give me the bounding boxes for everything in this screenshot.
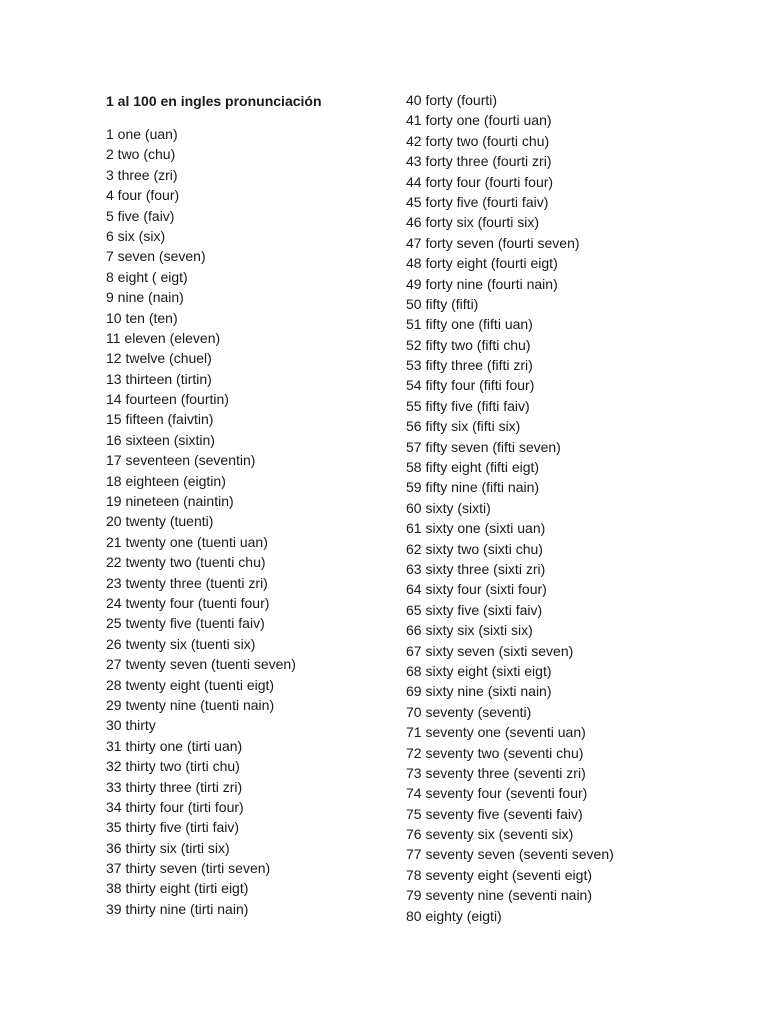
number-entry: 69 sixty nine (sixti nain) xyxy=(406,683,552,700)
number-entry: 40 forty (fourti) xyxy=(406,92,498,108)
number-entry: 56 fifty six (fifti six) xyxy=(406,418,521,435)
number-entry: 72 seventy two (seventi chu) xyxy=(406,744,584,761)
number-entry: 57 fifty seven (fifti seven) xyxy=(406,438,561,455)
number-entry: 17 seventeen (seventin) xyxy=(106,452,256,469)
number-entry: 53 fifty three (fifti zri) xyxy=(406,357,533,374)
number-entry: 65 sixty five (sixti faiv) xyxy=(406,601,543,618)
number-entry: 48 forty eight (fourti eigt) xyxy=(406,255,558,272)
number-entry: 34 thirty four (tirti four) xyxy=(106,798,244,815)
number-entry: 26 twenty six (tuenti six) xyxy=(106,635,256,652)
number-entry: 62 sixty two (sixti chu) xyxy=(406,540,543,557)
number-entry: 79 seventy nine (seventi nain) xyxy=(406,887,592,904)
number-entry: 42 forty two (fourti chu) xyxy=(406,132,550,149)
number-entry: 50 fifty (fifti) xyxy=(406,295,479,312)
number-entry: 71 seventy one (seventi uan) xyxy=(406,724,586,741)
number-entry: 4 four (four) xyxy=(106,187,180,204)
number-entry: 60 sixty (sixti) xyxy=(406,499,491,516)
number-entry: 39 thirty nine (tirti nain) xyxy=(106,900,249,917)
number-entry: 78 seventy eight (seventi eigt) xyxy=(406,866,592,883)
number-entry: 70 seventy (seventi) xyxy=(406,703,532,720)
number-entry: 25 twenty five (tuenti faiv) xyxy=(106,615,265,632)
number-entry: 14 fourteen (fourtin) xyxy=(106,391,229,408)
number-entry: 12 twelve (chuel) xyxy=(106,350,212,367)
number-entry: 21 twenty one (tuenti uan) xyxy=(106,533,268,550)
number-entry: 63 sixty three (sixti zri) xyxy=(406,560,546,577)
number-entry: 20 twenty (tuenti) xyxy=(106,513,214,530)
number-entry: 35 thirty five (tirti faiv) xyxy=(106,819,240,836)
number-entry: 59 fifty nine (fifti nain) xyxy=(406,479,540,496)
number-entry: 58 fifty eight (fifti eigt) xyxy=(406,459,540,476)
number-entry: 38 thirty eight (tirti eigt) xyxy=(106,880,249,897)
number-entry: 23 twenty three (tuenti zri) xyxy=(106,574,268,591)
number-entry: 5 five (faiv) xyxy=(106,207,175,224)
number-entry: 33 thirty three (tirti zri) xyxy=(106,778,243,795)
number-entry: 27 twenty seven (tuenti seven) xyxy=(106,656,296,673)
number-entry: 73 seventy three (seventi zri) xyxy=(406,764,586,781)
number-entry: 41 forty one (fourti uan) xyxy=(406,112,552,129)
number-entry: 15 fifteen (faivtin) xyxy=(106,411,214,428)
number-entry: 6 six (six) xyxy=(106,227,166,244)
number-entry: 64 sixty four (sixti four) xyxy=(406,581,547,598)
number-entry: 36 thirty six (tirti six) xyxy=(106,839,230,856)
number-entry: 24 twenty four (tuenti four) xyxy=(106,594,270,611)
number-entry: 31 thirty one (tirti uan) xyxy=(106,737,243,754)
number-entry: 52 fifty two (fifti chu) xyxy=(406,336,531,353)
number-entry: 66 sixty six (sixti six) xyxy=(406,622,533,639)
number-entry: 3 three (zri) xyxy=(106,166,178,183)
number-entry: 1 one (uan) xyxy=(106,126,178,142)
number-entry: 55 fifty five (fifti faiv) xyxy=(406,397,530,414)
number-entry: 61 sixty one (sixti uan) xyxy=(406,520,546,537)
number-entry: 32 thirty two (tirti chu) xyxy=(106,758,240,775)
number-entry: 10 ten (ten) xyxy=(106,309,178,326)
left-number-column xyxy=(106,124,296,919)
right-number-column xyxy=(406,90,614,926)
number-entry: 45 forty five (fourti faiv) xyxy=(406,193,549,210)
number-entry: 76 seventy six (seventi six) xyxy=(406,826,574,843)
number-entry: 37 thirty seven (tirti seven) xyxy=(106,860,271,877)
number-entry: 54 fifty four (fifti four) xyxy=(406,377,535,394)
number-entry: 28 twenty eight (tuenti eigt) xyxy=(106,676,275,693)
number-entry: 46 forty six (fourti six) xyxy=(406,214,540,231)
number-entry: 11 eleven (eleven) xyxy=(106,329,221,346)
number-entry: 43 forty three (fourti zri) xyxy=(406,153,552,170)
number-entry: 44 forty four (fourti four) xyxy=(406,173,554,190)
number-entry: 68 sixty eight (sixti eigt) xyxy=(406,662,552,679)
number-entry: 74 seventy four (seventi four) xyxy=(406,785,588,802)
number-entry: 67 sixty seven (sixti seven) xyxy=(406,642,574,659)
number-entry: 18 eighteen (eigtin) xyxy=(106,472,226,489)
number-entry: 22 twenty two (tuenti chu) xyxy=(106,554,266,571)
document-title: 1 al 100 en ingles pronunciación xyxy=(106,93,322,109)
number-entry: 47 forty seven (fourti seven) xyxy=(406,234,580,251)
number-entry: 49 forty nine (fourti nain) xyxy=(406,275,558,292)
number-entry: 75 seventy five (seventi faiv) xyxy=(406,805,583,822)
number-entry: 13 thirteen (tirtin) xyxy=(106,370,212,387)
number-entry: 80 eighty (eigti) xyxy=(406,907,502,924)
number-entry: 9 nine (nain) xyxy=(106,289,184,306)
number-entry: 30 thirty xyxy=(106,717,156,734)
number-entry: 8 eight ( eigt) xyxy=(106,268,188,285)
number-entry: 77 seventy seven (seventi seven) xyxy=(406,846,614,863)
number-entry: 2 two (chu) xyxy=(106,146,176,163)
number-entry: 29 twenty nine (tuenti nain) xyxy=(106,696,275,713)
number-entry: 7 seven (seven) xyxy=(106,248,206,265)
number-entry: 51 fifty one (fifti uan) xyxy=(406,316,533,333)
number-entry: 16 sixteen (sixtin) xyxy=(106,431,215,448)
number-entry: 19 nineteen (naintin) xyxy=(106,493,234,510)
